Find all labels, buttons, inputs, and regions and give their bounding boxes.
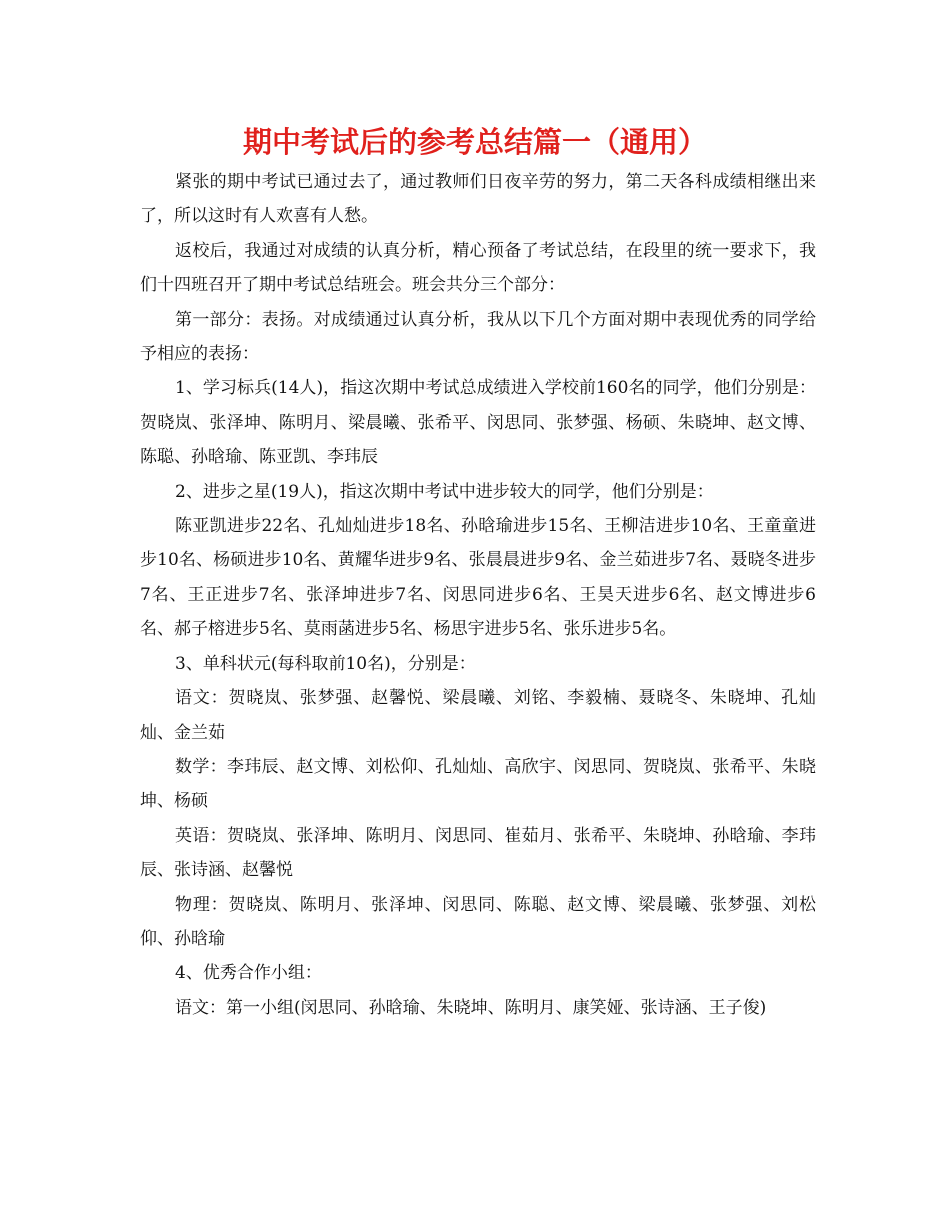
- paragraph-chinese-group: 语文：第一小组(闵思同、孙晗瑜、朱晓坤、陈明月、康笑娅、张诗涵、王子俊): [175, 997, 767, 1018]
- paragraph-physics-top: 物理：贺晓岚、陈明月、张泽坤、闵思同、陈聪、赵文博、梁晨曦、张梦强、刘松仰、孙晗瑜: [140, 894, 816, 949]
- paragraph-english-top: 英语：贺晓岚、张泽坤、陈明月、闵思同、崔茹月、张希平、朱晓坤、孙晗瑜、李玮辰、张诗涵、赵馨悦: [140, 825, 816, 881]
- paragraph-study-model: 1、学习标兵(14人)，指这次期中考试总成绩进入学校前160名的同学，他们分别是：贺晓岚、张泽坤、陈明月、梁晨曦、张希平、闵思同、张梦强、杨硕、朱晓坤、赵文博、陈聪、孙晗瑜、陈亚凯、李玮辰: [140, 378, 816, 468]
- paragraph-subject-top: 3、单科状元(每科取前10名)，分别是：: [175, 653, 476, 674]
- paragraph-intro: 紧张的期中考试已通过去了，通过教师们日夜辛劳的努力，第二天各科成绩相继出来了，所以这时有人欢喜有人愁。: [140, 172, 816, 227]
- paragraph-progress-star: 2、进步之星(19人)，指这次期中考试中进步较大的同学，他们分别是：: [175, 481, 714, 502]
- document-body: [140, 165, 816, 1025]
- paragraph-groups: 4、优秀合作小组：: [175, 963, 322, 984]
- document-title: 期中考试后的参考总结篇一（通用）: [242, 125, 707, 159]
- paragraph-part-one: 第一部分：表扬。对成绩通过认真分析，我从以下几个方面对期中表现优秀的同学给予相应的表扬：: [140, 309, 816, 365]
- paragraph-progress-list: 陈亚凯进步22名、孔灿灿进步18名、孙晗瑜进步15名、王柳洁进步10名、王童童进步10名、杨硕进步10名、黄耀华进步9名、张晨晨进步9名、金兰茹进步7名、聂晓冬进步7名、王正进步7名、张泽坤进步7名、闵思同进步6名、王昊天进步6名、赵文博进步6名、郝子榕进步5名、莫雨菡进步5名、杨思宇进步5名、张乐进步5名。: [140, 516, 816, 640]
- paragraph-chinese-top: 语文：贺晓岚、张梦强、赵馨悦、梁晨曦、刘铭、李毅楠、聂晓冬、朱晓坤、孔灿灿、金兰茹: [140, 688, 816, 743]
- paragraph-return-school: 返校后，我通过对成绩的认真分析，精心预备了考试总结，在段里的统一要求下，我们十四班召开了期中考试总结班会。班会共分三个部分：: [140, 240, 816, 296]
- paragraph-math-top: 数学：李玮辰、赵文博、刘松仰、孔灿灿、高欣宇、闵思同、贺晓岚、张希平、朱晓坤、杨硕: [140, 756, 816, 812]
